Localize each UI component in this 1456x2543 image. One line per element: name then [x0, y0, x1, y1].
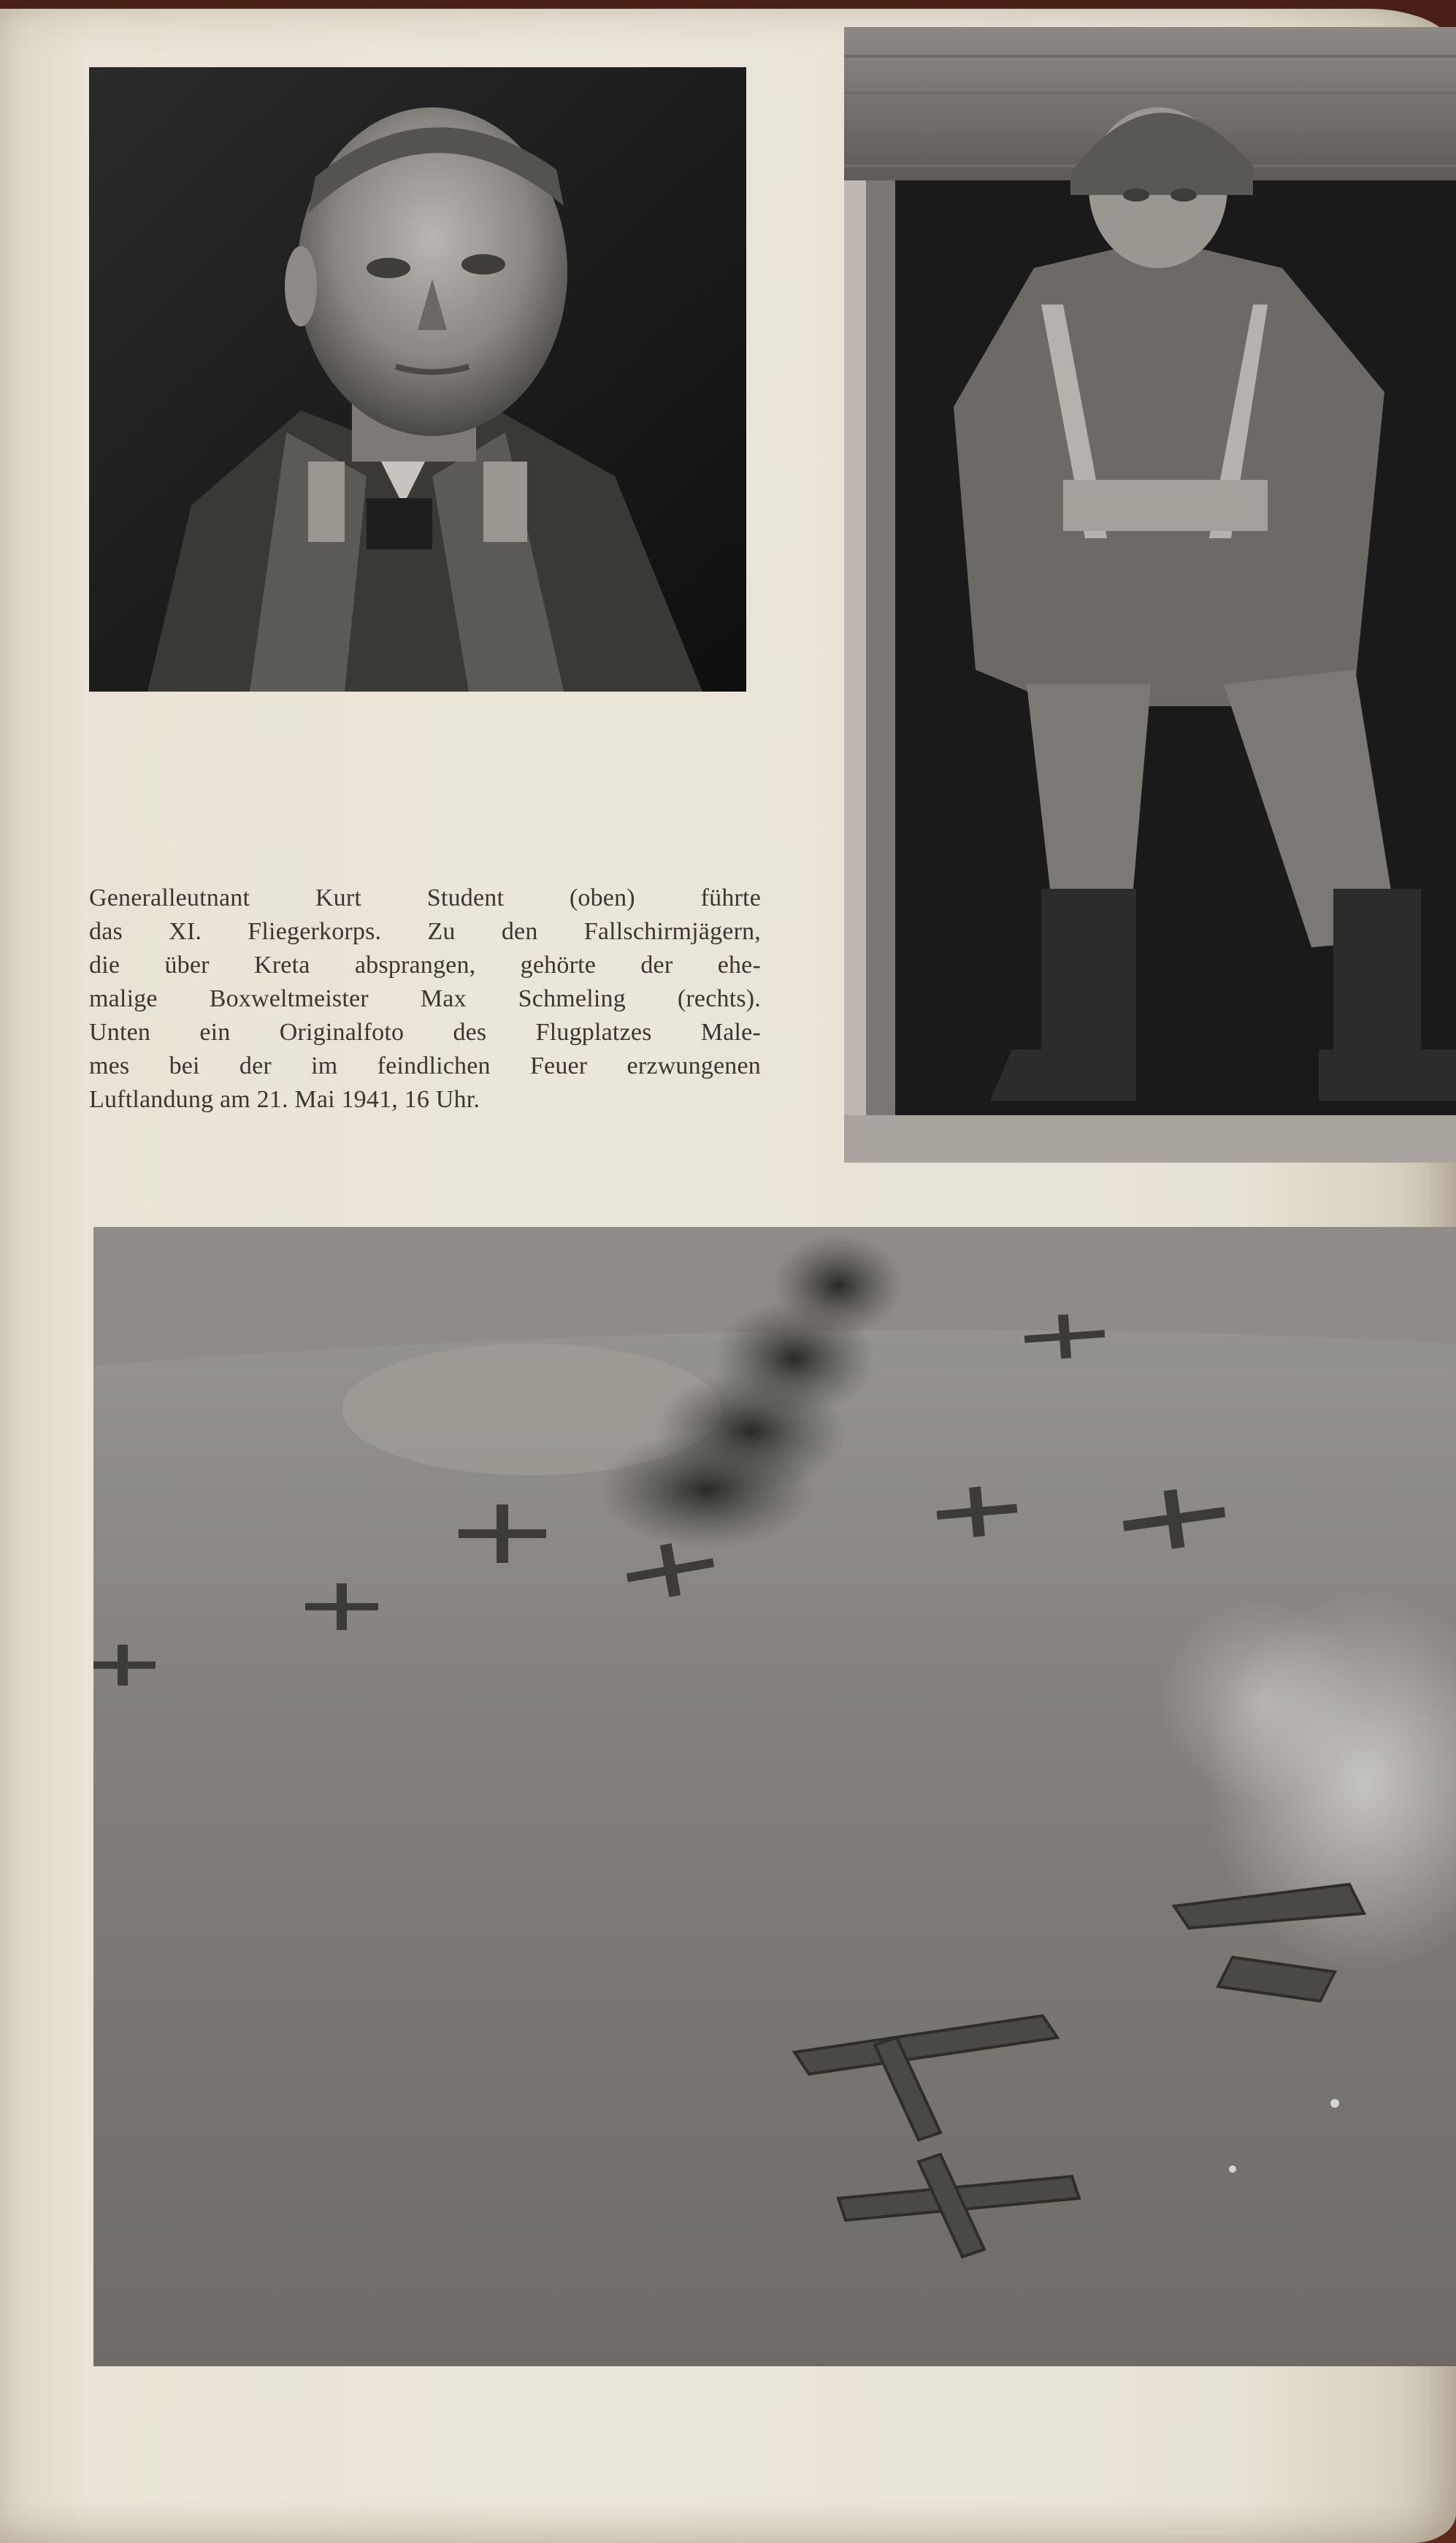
caption-line: Unten ein Originalfoto des Flugplatzes Male- — [89, 1019, 761, 1046]
portrait-illustration — [89, 67, 746, 692]
photo-kurt-student — [89, 67, 746, 692]
caption-line: das XI. Fliegerkorps. Zu den Fallschirmjägern, — [89, 918, 761, 945]
photo-caption — [89, 882, 761, 1117]
caption-line: die über Kreta absprangen, gehörte der ehe- — [89, 952, 761, 979]
photo-malemes-airfield — [93, 1227, 1456, 2366]
aerial-airfield-illustration — [93, 1227, 1456, 2366]
caption-line: Luftlandung am 21. Mai 1941, 16 Uhr. — [89, 1086, 480, 1113]
photo-max-schmeling — [844, 27, 1456, 1163]
caption-line: Generalleutnant Kurt Student (oben) führte — [89, 884, 761, 911]
book-page — [0, 9, 1456, 2543]
caption-line: mes bei der im feindlichen Feuer erzwungenen — [89, 1052, 761, 1079]
caption-line: malige Boxweltmeister Max Schmeling (rechts). — [89, 985, 761, 1012]
paratrooper-illustration — [844, 27, 1456, 1163]
